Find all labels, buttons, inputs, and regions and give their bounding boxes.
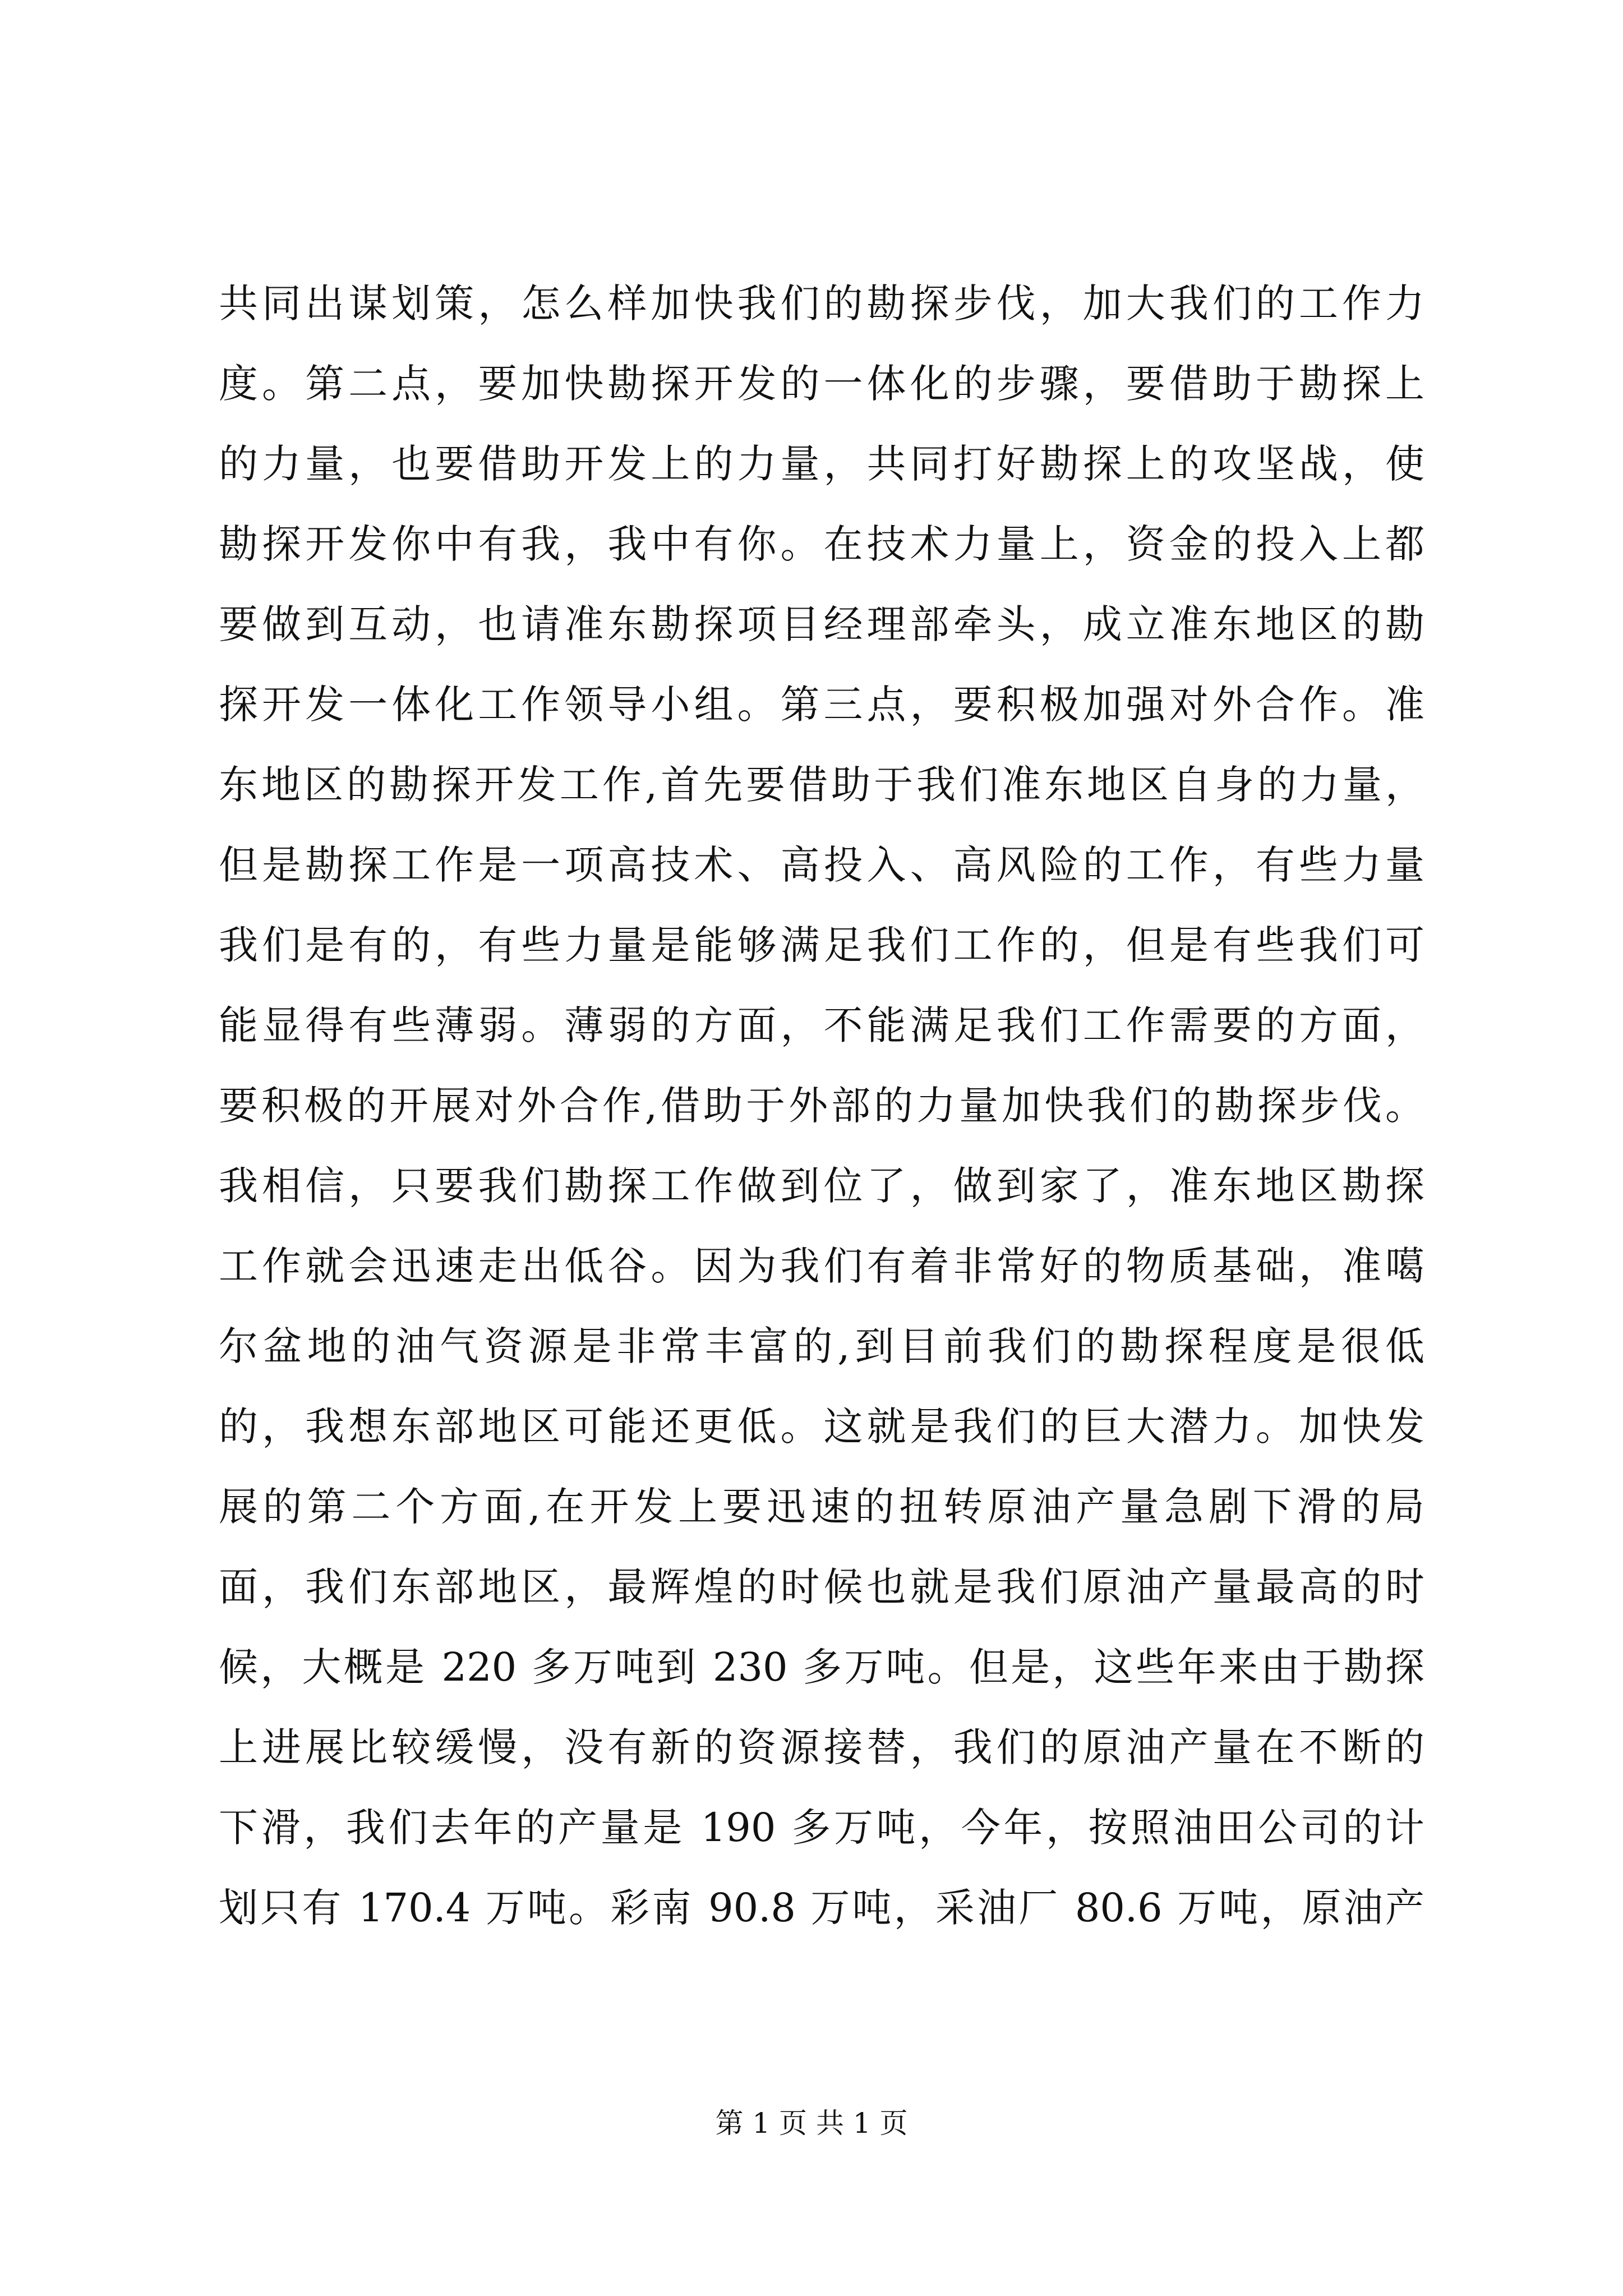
text-line: 上进展比较缓慢，没有新的资源接替，我们的原油产量在不断的: [219, 1724, 1424, 1770]
text-line: 展的第二个方面,在开发上要迅速的扭转原油产量急剧下滑的局: [219, 1484, 1424, 1530]
text-line: 能显得有些薄弱。薄弱的方面，不能满足我们工作需要的方面，: [219, 1002, 1424, 1048]
text-line: 要积极的开展对外合作,借助于外部的力量加快我们的勘探步伐。: [219, 1083, 1424, 1129]
text-line: 的，我想东部地区可能还更低。这就是我们的巨大潜力。加快发: [219, 1404, 1424, 1450]
text-line: 东地区的勘探开发工作,首先要借助于我们准东地区自身的力量，: [219, 762, 1424, 808]
body-text: [219, 264, 1424, 1948]
text-line: 勘探开发你中有我，我中有你。在技术力量上，资金的投入上都: [219, 521, 1424, 567]
text-line: 共同出谋划策，怎么样加快我们的勘探步伐，加大我们的工作力: [219, 280, 1424, 326]
text-line: 尔盆地的油气资源是非常丰富的,到目前我们的勘探程度是很低: [219, 1323, 1424, 1369]
text-line: 探开发一体化工作领导小组。第三点，要积极加强对外合作。准: [219, 682, 1424, 728]
text-line: 的力量，也要借助开发上的力量，共同打好勘探上的攻坚战，使: [219, 441, 1424, 487]
text-line: 但是勘探工作是一项高技术、高投入、高风险的工作，有些力量: [219, 842, 1424, 888]
page-number-label: 第 1 页 共 1 页: [715, 2107, 908, 2139]
text-line: 下滑，我们去年的产量是 190 多万吨，今年，按照油田公司的计: [219, 1805, 1424, 1851]
text-line: 度。第二点，要加快勘探开发的一体化的步骤，要借助于勘探上: [219, 361, 1424, 407]
text-line: 工作就会迅速走出低谷。因为我们有着非常好的物质基础，准噶: [219, 1243, 1424, 1289]
page-footer: [0, 2101, 1623, 2141]
text-line: 我们是有的，有些力量是能够满足我们工作的，但是有些我们可: [219, 922, 1424, 968]
text-line: 要做到互动，也请准东勘探项目经理部牵头，成立准东地区的勘: [219, 601, 1424, 647]
text-line: 候，大概是 220 多万吨到 230 多万吨。但是，这些年来由于勘探: [219, 1644, 1424, 1690]
text-line: 划只有 170.4 万吨。彩南 90.8 万吨，采油厂 80.6 万吨，原油产: [219, 1885, 1424, 1931]
text-line: 我相信，只要我们勘探工作做到位了，做到家了，准东地区勘探: [219, 1163, 1424, 1209]
text-line: 面，我们东部地区，最辉煌的时候也就是我们原油产量最高的时: [219, 1564, 1424, 1610]
